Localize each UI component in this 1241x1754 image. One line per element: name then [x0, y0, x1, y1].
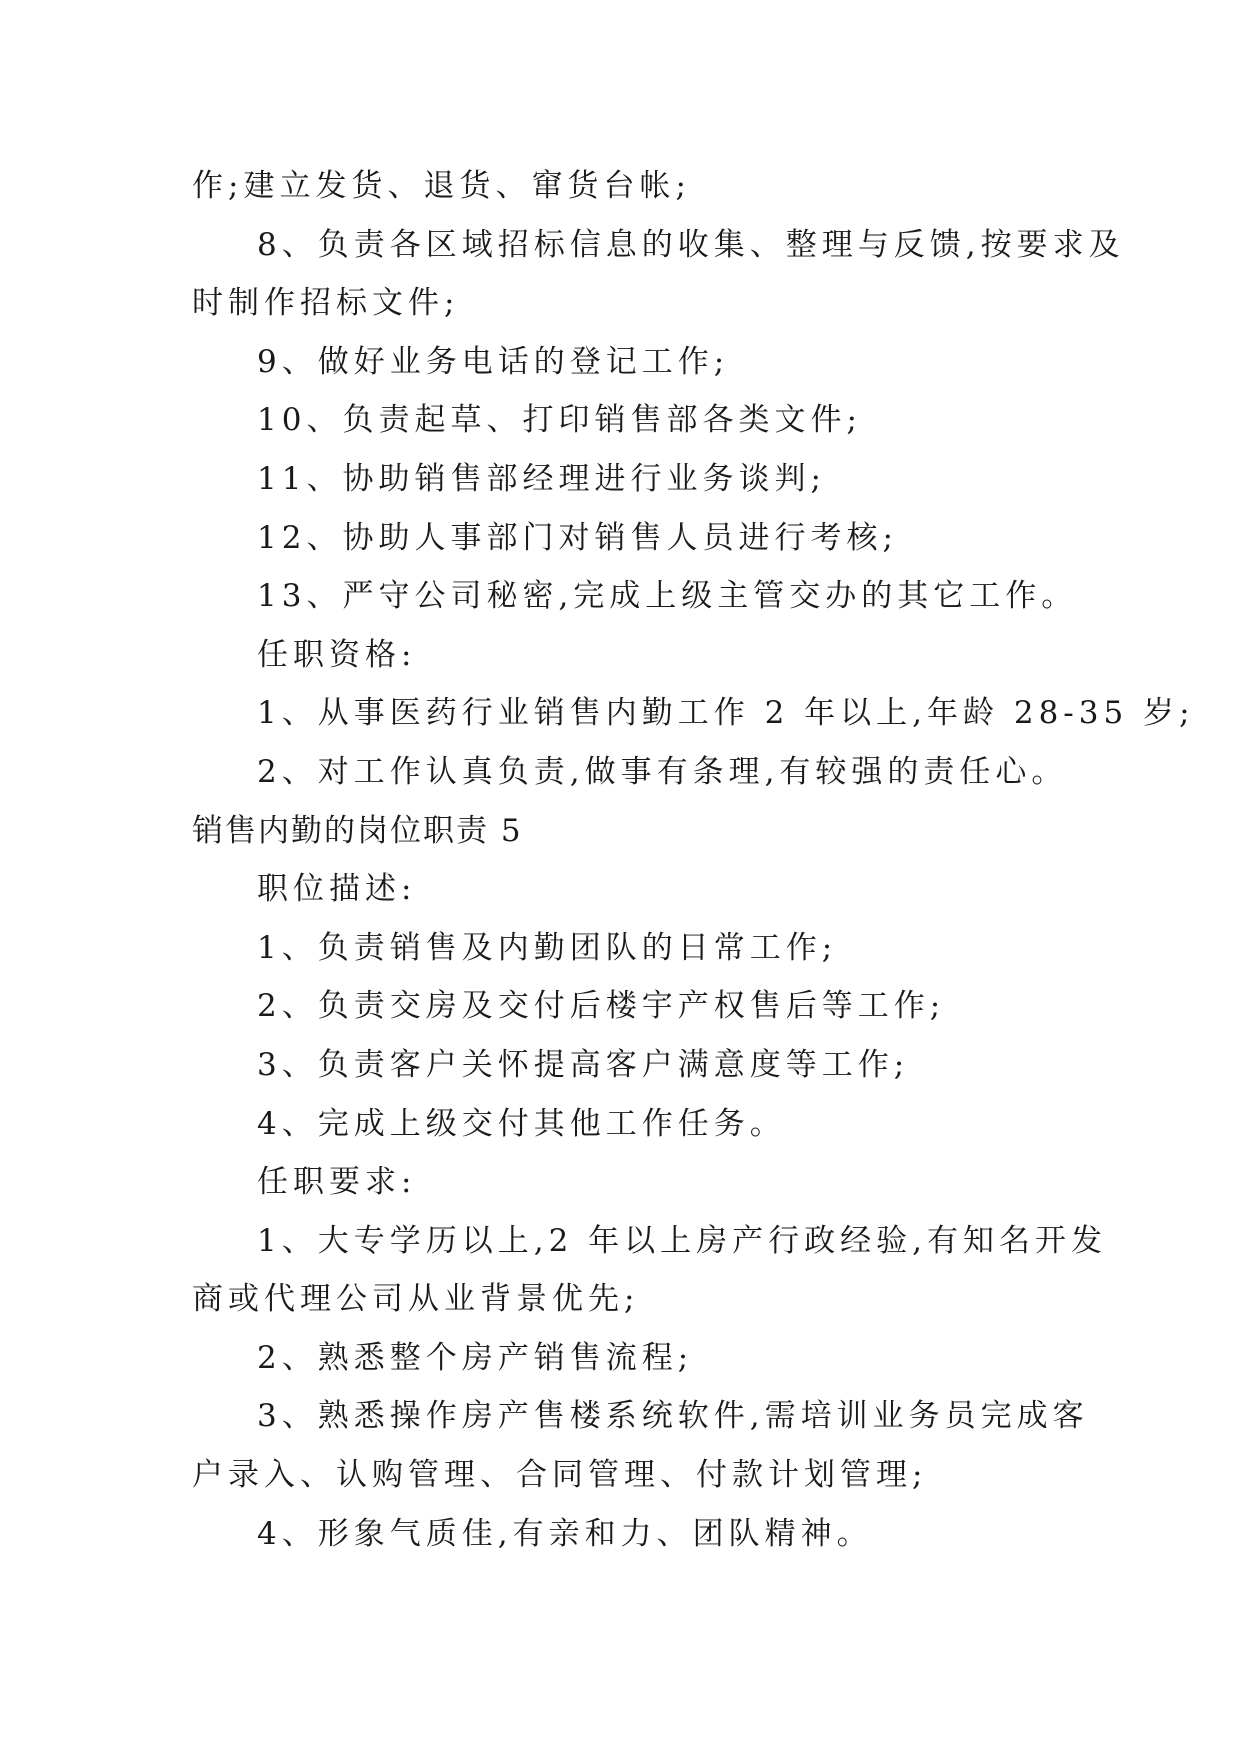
section-label: 职位描述: — [257, 871, 417, 908]
document-body — [192, 157, 1195, 1563]
text-line: 1、大专学历以上,2 年以上房产行政经验,有知名开发 — [257, 1222, 1108, 1259]
text-line: 3、熟悉操作房产售楼系统软件,需培训业务员完成客 — [257, 1398, 1089, 1435]
text-line: 12、协助人事部门对销售人员进行考核; — [257, 519, 898, 556]
text-line: 1、从事医药行业销售内勤工作 2 年以上,年龄 28-35 岁; — [257, 695, 1195, 732]
text-line: 13、严守公司秘密,完成上级主管交办的其它工作。 — [257, 578, 1078, 615]
text-line: 2、负责交房及交付后楼宇产权售后等工作; — [257, 988, 946, 1025]
text-line: 时制作招标文件; — [192, 285, 460, 322]
text-line: 11、协助销售部经理进行业务谈判; — [257, 460, 826, 497]
text-line: 4、形象气质佳,有亲和力、团队精神。 — [257, 1515, 873, 1552]
text-line: 10、负责起草、打印销售部各类文件; — [257, 402, 862, 439]
text-line: 商或代理公司从业背景优先; — [192, 1281, 640, 1318]
section-label: 任职要求: — [257, 1164, 417, 1201]
text-line: 8、负责各区域招标信息的收集、整理与反馈,按要求及 — [257, 226, 1125, 263]
text-line: 1、负责销售及内勤团队的日常工作; — [257, 929, 838, 966]
text-line: 3、负责客户关怀提高客户满意度等工作; — [257, 1046, 910, 1083]
text-line: 2、对工作认真负责,做事有条理,有较强的责任心。 — [257, 753, 1068, 790]
text-line: 4、完成上级交付其他工作任务。 — [257, 1105, 786, 1142]
text-line: 9、做好业务电话的登记工作; — [257, 343, 730, 380]
text-line: 2、熟悉整个房产销售流程; — [257, 1339, 694, 1376]
text-line: 户录入、认购管理、合同管理、付款计划管理; — [192, 1457, 928, 1494]
section-label: 任职资格: — [257, 636, 417, 673]
text-line: 作;建立发货、退货、窜货台帐; — [192, 168, 691, 204]
section-heading: 销售内勤的岗位职责 5 — [192, 812, 523, 849]
